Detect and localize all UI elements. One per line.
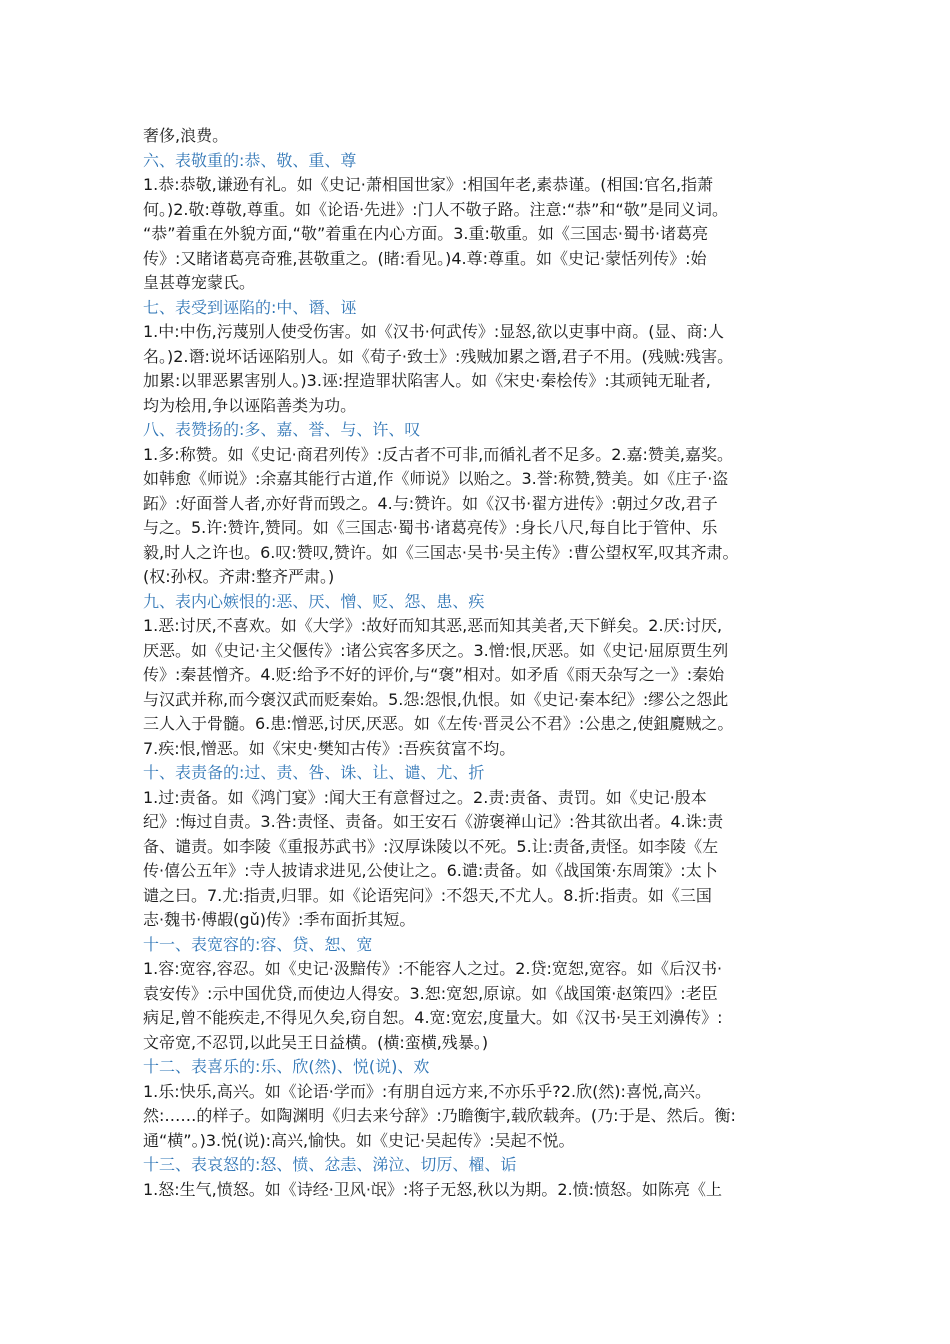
body-line-text: 三人入于骨髓。6.患:憎恶,讨厌,厌恶。如《左传·晋灵公不君》:公患之,使鉏麑贼之。 [143, 714, 734, 733]
body-line-text: 奢侈,浪费。 [143, 126, 229, 145]
body-line-text: 1.恭:恭敬,谦逊有礼。如《史记·萧相国世家》:相国年老,素恭谨。(相国:官名,指萧 [143, 175, 714, 194]
body-line-text: 传》:秦甚憎齐。4.贬:给予不好的评价,与“褒”相对。如矛盾《雨天杂写之一》:秦始 [143, 665, 725, 684]
body-line-text: 7.疾:恨,憎恶。如《宋史·樊知古传》:吾疾贫富不均。 [143, 738, 516, 758]
body-line-text: 1.乐:快乐,高兴。如《论语·学而》:有朋自远方来,不亦乐乎?2.欣(然):喜悦,高兴。 [143, 1081, 712, 1101]
body-line-text: 文帝宽,不忍罚,以此吴王日益横。(横:蛮横,残暴。) [143, 1032, 489, 1052]
document-body [143, 124, 815, 1202]
body-line-text: 1.多:称赞。如《史记·商君列传》:反古者不可非,而循礼者不足多。2.嘉:赞美,嘉奖。 [143, 444, 733, 464]
body-line-text: 1.恶:讨厌,不喜欢。如《大学》:故好而知其恶,恶而知其美者,天下鲜矣。2.厌:讨厌, [143, 616, 723, 635]
section-heading-12: 十二、表喜乐的:乐、欣(然)、悦(说)、欢 [143, 1057, 430, 1076]
body-line-text: 与汉武并称,而今褒汉武而贬秦始。5.怨:怨恨,仇恨。如《史记·秦本纪》:缪公之怨此 [143, 689, 729, 709]
body-line-text: 通“横”。)3.悦(说):高兴,愉快。如《史记·吴起传》:吴起不悦。 [143, 1130, 575, 1150]
body-line-text: 1.中:中伤,污蔑别人使受伤害。如《汉书·何武传》:显怒,欲以吏事中商。(显、商:人 [143, 322, 724, 341]
body-line-text: 志·魏书·傅嘏(gǔ)传》:季布面折其短。 [143, 910, 416, 929]
body-line-text: “恭”着重在外貌方面,“敬”着重在内心方面。3.重:敬重。如《三国志·蜀书·诸葛亮 [143, 224, 709, 243]
body-line-text: 袁安传》:示中国优贷,而使边人得安。3.恕:宽恕,原谅。如《战国策·赵策四》:老臣 [143, 983, 718, 1003]
section-heading-13: 十三、表哀怒的:怒、愤、忿恚、涕泣、切厉、櫂、诟 [143, 1155, 517, 1174]
body-line-text: 与之。5.许:赞许,赞同。如《三国志·蜀书·诸葛亮传》:身长八尺,每自比于管仲、乐 [143, 518, 718, 537]
body-line-text: 厌恶。如《史记·主父偃传》:诸公宾客多厌之。3.憎:恨,厌恶。如《史记·屈原贾生列 [143, 640, 729, 660]
body-line-text: (权:孙权。齐肃:整齐严肃。) [143, 567, 335, 586]
section-heading-8: 八、表赞扬的:多、嘉、誉、与、许、叹 [143, 420, 421, 439]
body-line-text: 然:……的样子。如陶渊明《归去来兮辞》:乃瞻衡宇,载欣载奔。(乃:于是、然后。衡: [143, 1106, 736, 1125]
body-line-text: 跖》:好面誉人者,亦好背而毁之。4.与:赞许。如《汉书·翟方进传》:朝过夕改,君子 [143, 493, 718, 513]
body-line-text: 传·僖公五年》:寺人披请求进见,公使让之。6.谴:责备。如《战国策·东周策》:太卜 [143, 861, 718, 880]
section-heading-10: 十、表责备的:过、责、咎、诛、让、谴、尤、折 [143, 763, 485, 782]
section-heading-6: 六、表敬重的:恭、敬、重、尊 [143, 150, 357, 170]
body-line-text: 何。)2.敬:尊敬,尊重。如《论语·先进》:门人不敬子路。注意:“恭”和“敬”是同义词。 [143, 199, 729, 219]
body-line-text: 纪》:悔过自责。3.咎:责怪、责备。如王安石《游褒禅山记》:咎其欲出者。4.诛:责 [143, 812, 724, 831]
body-line-text: 传》:又睹诸葛亮奇雅,甚敬重之。(睹:看见。)4.尊:尊重。如《史记·蒙恬列传》:始 [143, 248, 707, 268]
body-line-text: 1.容:宽容,容忍。如《史记·汲黯传》:不能容人之过。2.贷:宽恕,宽容。如《后汉书· [143, 959, 723, 978]
body-line-text: 毅,时人之许也。6.叹:赞叹,赞许。如《三国志·吴书·吴主传》:曹公望权军,叹其齐肃。 [143, 542, 739, 562]
section-heading-7: 七、表受到诬陷的:中、谮、诬 [143, 297, 357, 317]
body-line-text: 1.怒:生气,愤怒。如《诗经·卫风·氓》:将子无怒,秋以为期。2.愤:愤怒。如陈亮《上 [143, 1179, 723, 1199]
body-line-text: 如韩愈《师说》:余嘉其能行古道,作《师说》以贻之。3.誉:称赞,赞美。如《庄子·盗 [143, 469, 729, 488]
body-line-text: 加累:以罪恶累害别人。)3.诬:捏造罪状陷害人。如《宋史·秦桧传》:其顽钝无耻者, [143, 371, 711, 390]
body-line-text: 备、谴责。如李陵《重报苏武书》:汉厚诛陵以不死。5.让:责备,责怪。如李陵《左 [143, 836, 719, 856]
section-heading-9: 九、表内心嫉恨的:恶、厌、憎、贬、怨、患、疾 [143, 591, 485, 611]
body-line-text: 谴之曰。7.尤:指责,归罪。如《论语宪问》:不怨天,不尤人。8.折:指责。如《三国 [143, 885, 712, 905]
body-line-text: 名。)2.谮:说坏话诬陷别人。如《荀子·致士》:残贼加累之谮,君子不用。(残贼:残害。 [143, 346, 734, 366]
body-line-text: 皇甚尊宠蒙氏。 [143, 273, 256, 292]
body-line-text: 病足,曾不能疾走,不得见久矣,窃自恕。4.宽:宽宏,度量大。如《汉书·吴王刘濞传》: [143, 1008, 723, 1027]
section-heading-11: 十一、表宽容的:容、贷、恕、宽 [143, 934, 373, 954]
body-line-text: 均为桧用,争以诬陷善类为功。 [143, 395, 357, 415]
body-line-text: 1.过:责备。如《鸿门宴》:闻大王有意督过之。2.责:责备、责罚。如《史记·殷本 [143, 787, 707, 807]
